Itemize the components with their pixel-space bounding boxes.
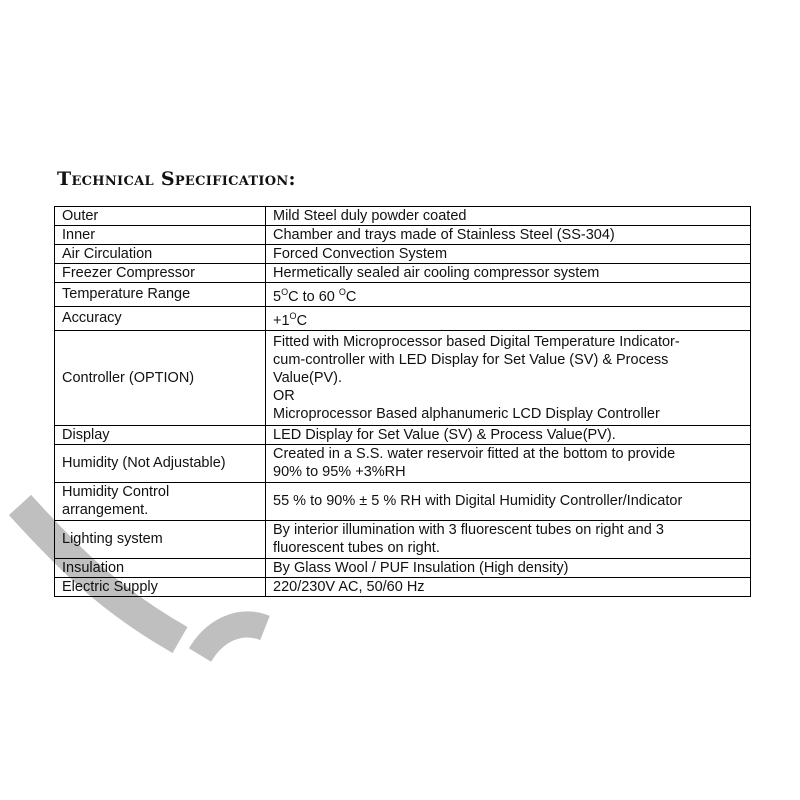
table-row (55, 245, 751, 264)
row-label: Temperature Range (55, 283, 266, 307)
page-title: Technical Specification: (57, 168, 296, 190)
row-label: Insulation (55, 558, 266, 577)
row-value: By interior illumination with 3 fluorescent tubes on right and 3 fluorescent tubes on right. (266, 520, 751, 558)
row-value: LED Display for Set Value (SV) & Process Value(PV). (266, 425, 751, 444)
row-value: $+1^OC$ (266, 306, 751, 330)
table-row (55, 306, 751, 330)
row-label: Air Circulation (55, 245, 266, 264)
row-value: By Glass Wool / PUF Insulation (High density) (266, 558, 751, 577)
row-label: Outer (55, 207, 266, 226)
table-row (55, 558, 751, 577)
table-row (55, 283, 751, 307)
table-row (55, 207, 751, 226)
row-value: Chamber and trays made of Stainless Steel (SS-304) (266, 226, 751, 245)
table-row (55, 226, 751, 245)
row-label: Inner (55, 226, 266, 245)
row-value: Hermetically sealed air cooling compressor system (266, 264, 751, 283)
row-value: 55 % to 90% ± 5 % RH with Digital Humidity Controller/Indicator (266, 482, 751, 520)
row-label: Controller (OPTION) (55, 330, 266, 425)
table-row (55, 264, 751, 283)
row-label: Electric Supply (55, 577, 266, 596)
table-row (55, 482, 751, 520)
table-row (55, 330, 751, 425)
row-value: Forced Convection System (266, 245, 751, 264)
table-row (55, 520, 751, 558)
row-value: Mild Steel duly powder coated (266, 207, 751, 226)
row-label: Display (55, 425, 266, 444)
table-row (55, 577, 751, 596)
row-label: Freezer Compressor (55, 264, 266, 283)
row-label: Humidity (Not Adjustable) (55, 444, 266, 482)
row-value: Created in a S.S. water reservoir fitted at the bottom to provide 90% to 95% +3%RH (266, 444, 751, 482)
row-label: Lighting system (55, 520, 266, 558)
row-value: 220/230V AC, 50/60 Hz (266, 577, 751, 596)
table-row (55, 425, 751, 444)
row-value: $5^OC$ to 60 $^O$C (266, 283, 751, 307)
specification-table (54, 206, 751, 597)
row-label: Accuracy (55, 306, 266, 330)
row-label: Humidity Control arrangement. (55, 482, 266, 520)
row-value: Fitted with Microprocessor based Digital Temperature Indicator- cum-controller with LED Display for Set Value (SV) & Process Value(PV). OR Microprocessor Based alphanumeric LCD Display Controller (266, 330, 751, 425)
table-row (55, 444, 751, 482)
